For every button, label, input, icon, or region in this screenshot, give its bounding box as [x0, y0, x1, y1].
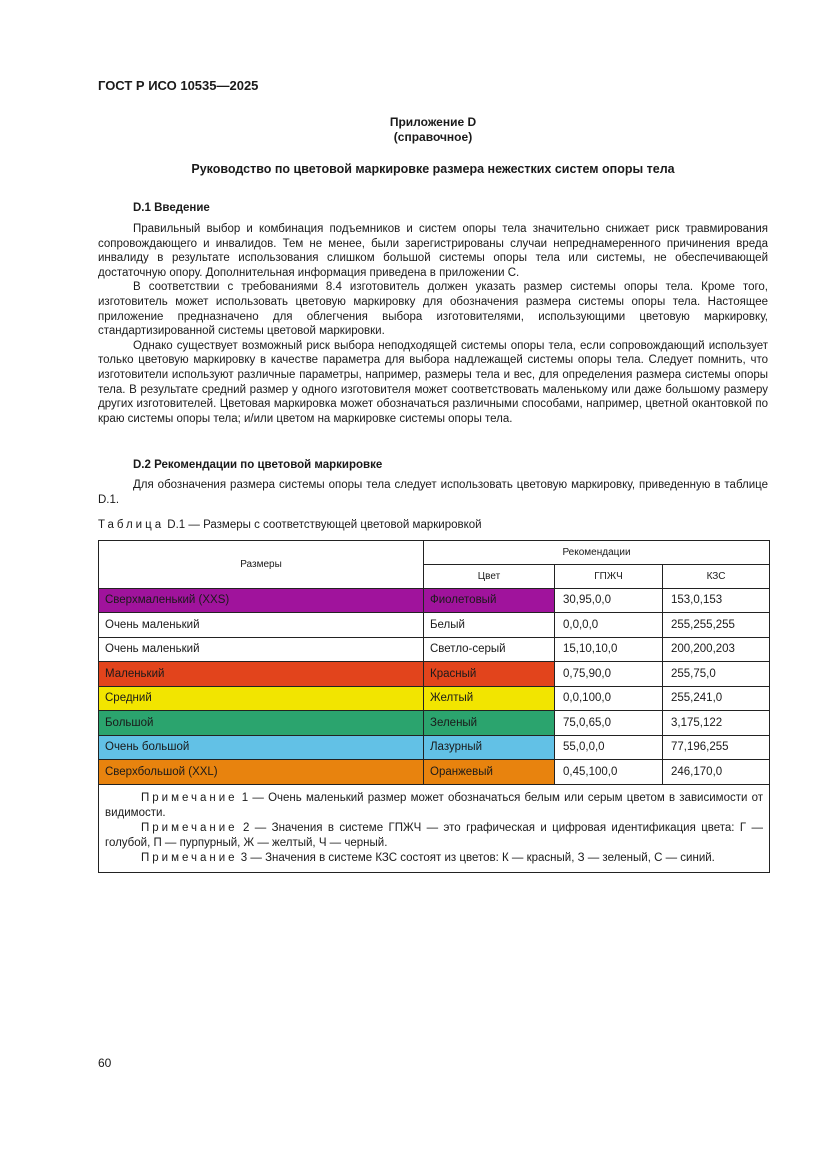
rgb-cell: 77,196,255	[663, 735, 770, 760]
size-cell: Очень маленький	[99, 637, 424, 662]
color-name-cell: Оранжевый	[424, 760, 555, 785]
annex-subtitle: (справочное)	[393, 130, 473, 144]
table-row	[99, 613, 770, 638]
paragraph: В соответствии с требованиями 8.4 изготовитель должен указать размер системы опоры тела. Кроме того, изготовитель может использовать цветовую маркировку для обозначения размера системы опоры тела. Настоящее приложение предназначено для облегчения выбора изготовителями, использующими цветовую маркировку, стандартизированной системы цветовой маркировки.	[98, 281, 768, 338]
cmyk-cell: 30,95,0,0	[555, 588, 663, 613]
annex-title: Приложение D	[389, 115, 477, 129]
paragraph: Однако существует возможный риск выбора неподходящей системы опоры тела, если сопровождающий использует только цветовую маркировку в качестве параметра для выбора надлежащей системы опоры тела. Следует помнить, что изготовители используют различные параметры, например, размеры тела и вес, для определения размера системы опоры тела. В результате средний размер у одного изготовителя может соответствовать маленькому или даже большому размеру других изготовителей. Цветовая маркировка может обозначаться различными способами, например, цветной окантовкой по краю системы опоры тела; и/или цветом на маркировке системы опоры тела.	[98, 339, 768, 425]
cmyk-cell: 0,0,100,0	[555, 686, 663, 711]
document-header: ГОСТ Р ИСО 10535—2025	[98, 78, 259, 93]
paragraph: Правильный выбор и комбинация подъемников и систем опоры тела значительно снижает риск травмирования сопровождающего и инвалидов. Тем не менее, были зарегистрированы случаи непреднамеренного причинения вреда инвалиду в результате использования слишком большой системы опоры тела или системы, не обеспечивающей достаточную опору. Дополнительная информация приведена в приложении С.	[98, 223, 768, 279]
table-row	[99, 686, 770, 711]
section-2-body	[98, 478, 768, 507]
size-cell: Маленький	[99, 662, 424, 687]
header-sizes: Размеры	[99, 541, 424, 589]
size-cell: Средний	[99, 686, 424, 711]
rgb-cell: 153,0,153	[663, 588, 770, 613]
color-name-cell: Зеленый	[424, 711, 555, 736]
rgb-cell: 255,255,255	[663, 613, 770, 638]
note-label: Примечание	[141, 851, 238, 864]
rgb-cell: 255,241,0	[663, 686, 770, 711]
section-2-title: D.2 Рекомендации по цветовой маркировке	[133, 459, 383, 471]
note-text: 2 — Значения в системе ГПЖЧ — это графическая и цифровая идентификация цвета: Г — голубой, П — пурпурный, Ж — желтый, Ч — черный.	[105, 821, 764, 849]
paragraph: Для обозначения размера системы опоры тела следует использовать цветовую маркировку, приведенную в таблице D.1.	[98, 479, 768, 506]
header-rgb: КЗС	[663, 564, 770, 588]
table-caption-label: Таблица	[98, 519, 165, 531]
color-name-cell: Лазурный	[424, 735, 555, 760]
header-cmyk: ГПЖЧ	[555, 564, 663, 588]
size-color-table	[98, 540, 770, 873]
cmyk-cell: 75,0,65,0	[555, 711, 663, 736]
table-row	[99, 588, 770, 613]
note-label: Примечание	[141, 791, 238, 804]
rgb-cell: 255,75,0	[663, 662, 770, 687]
rgb-cell: 200,200,203	[663, 637, 770, 662]
note-text: 3 — Значения в системе КЗС состоят из цветов: К — красный, З — зеленый, С — синий.	[240, 851, 715, 864]
annex-heading: Руководство по цветовой маркировке размера нежестких систем опоры тела	[191, 162, 675, 176]
section-1-title: D.1 Введение	[133, 202, 210, 214]
table-row	[99, 735, 770, 760]
size-cell: Большой	[99, 711, 424, 736]
note-3	[105, 851, 763, 866]
color-name-cell: Фиолетовый	[424, 588, 555, 613]
color-name-cell: Желтый	[424, 686, 555, 711]
rgb-cell: 3,175,122	[663, 711, 770, 736]
header-color: Цвет	[424, 564, 555, 588]
cmyk-cell: 15,10,10,0	[555, 637, 663, 662]
annex-title-block	[98, 115, 768, 145]
cmyk-cell: 0,75,90,0	[555, 662, 663, 687]
note-1	[105, 791, 763, 821]
page-number: 60	[98, 1056, 112, 1070]
header-recommendations: Рекомендации	[424, 541, 770, 565]
cmyk-cell: 55,0,0,0	[555, 735, 663, 760]
table-caption	[98, 519, 482, 531]
table-caption-text: D.1 — Размеры с соответствующей цветовой маркировкой	[167, 519, 482, 531]
note-label: Примечание	[141, 821, 238, 834]
size-cell: Сверхбольшой (XXL)	[99, 760, 424, 785]
table-row	[99, 760, 770, 785]
cmyk-cell: 0,0,0,0	[555, 613, 663, 638]
rgb-cell: 246,170,0	[663, 760, 770, 785]
table-row	[99, 711, 770, 736]
note-2	[105, 821, 763, 851]
size-cell: Очень большой	[99, 735, 424, 760]
table-row	[99, 662, 770, 687]
size-cell: Сверхмаленький (XXS)	[99, 588, 424, 613]
color-name-cell: Белый	[424, 613, 555, 638]
table-notes	[99, 784, 770, 872]
color-name-cell: Светло-серый	[424, 637, 555, 662]
color-name-cell: Красный	[424, 662, 555, 687]
table-row	[99, 637, 770, 662]
size-cell: Очень маленький	[99, 613, 424, 638]
section-1-body	[98, 222, 768, 426]
note-text: 1 — Очень маленький размер может обозначаться белым или серым цветом в зависимости от видимости.	[105, 791, 764, 819]
cmyk-cell: 0,45,100,0	[555, 760, 663, 785]
